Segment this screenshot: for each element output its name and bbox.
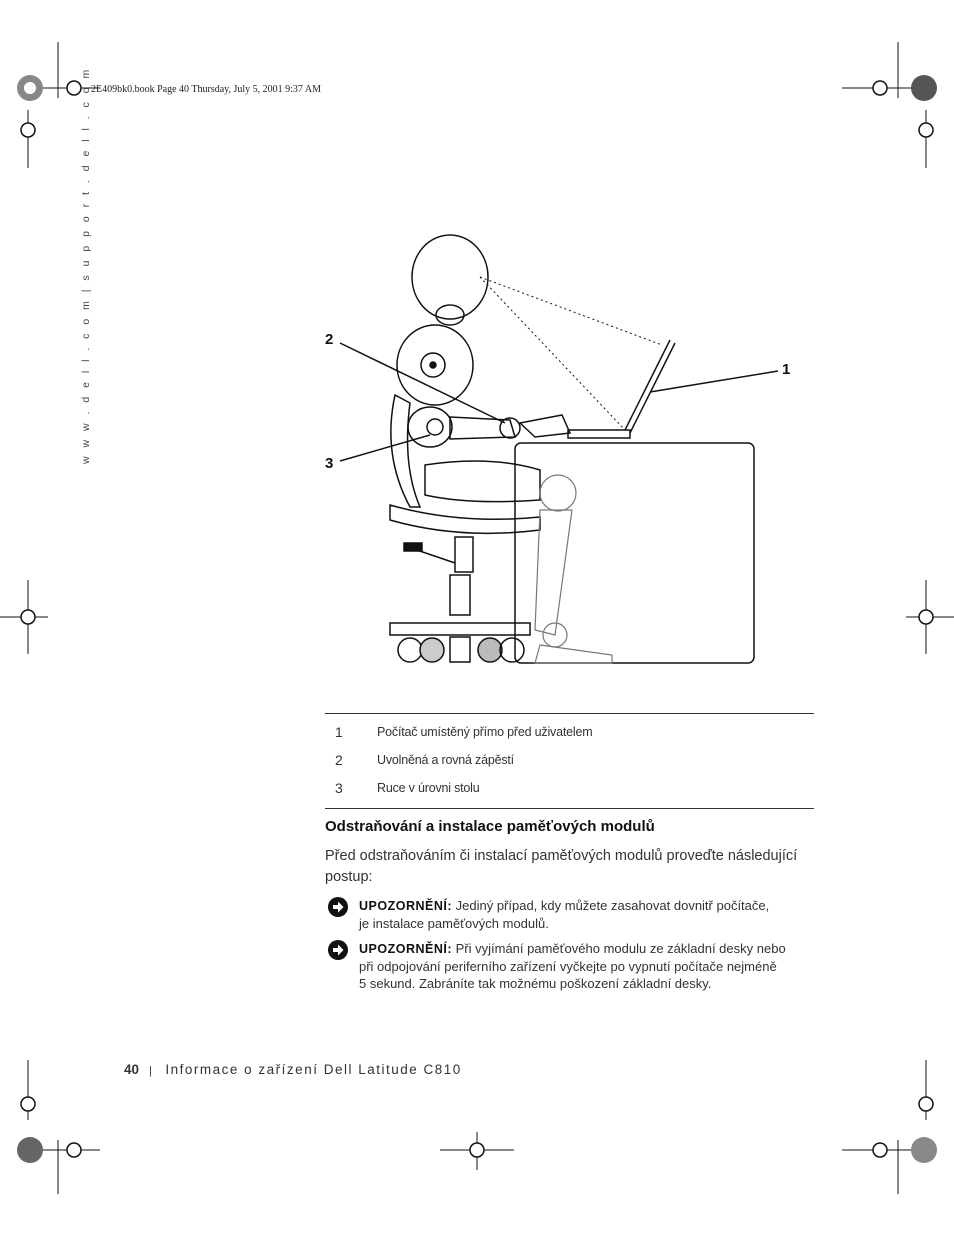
callout-1: 1 [782, 361, 791, 378]
arrow-right-circle-icon [328, 940, 348, 960]
legend-row [325, 774, 814, 802]
notice-line: 5 sekund. Zabráníte tak možnému poškození základní desky. [359, 976, 712, 991]
ergonomic-posture-figure [300, 225, 800, 675]
notice-1 [328, 897, 814, 932]
legend-text: Ruce v úrovni stolu [377, 781, 480, 795]
notice-label: UPOZORNĚNÍ: [359, 942, 452, 956]
side-url: w w w . d e l l . c o m | s u p p o r t . d e l l . c o m [80, 66, 92, 464]
legend-text: Uvolněná a rovná zápěstí [377, 753, 514, 767]
notice-line: při odpojování periferního zařízení vyčkejte po vypnutí počítače nejméně [359, 959, 777, 974]
footer-title: Informace o zařízení Dell Latitude C810 [165, 1062, 462, 1077]
legend-text: Počítač umístěný přímo před uživatelem [377, 725, 593, 739]
legend-row [325, 746, 814, 774]
page-footer [124, 1062, 462, 1077]
section-title: Odstraňování a instalace paměťových modulů [325, 818, 655, 835]
arrow-right-circle-icon [328, 897, 348, 917]
notice-body [359, 897, 814, 932]
notice-label: UPOZORNĚNÍ: [359, 899, 452, 913]
notice-line: je instalace paměťových modulů. [359, 916, 549, 931]
intro-paragraph: Před odstraňováním či instalací paměťových modulů proveďte následující postup: [325, 848, 798, 885]
callout-3: 3 [325, 455, 334, 472]
legend-number: 2 [335, 752, 343, 768]
callout-2: 2 [325, 331, 334, 348]
figure-legend-table [325, 713, 814, 809]
page-number: 40 [124, 1062, 140, 1077]
notice-line: Jediný případ, kdy můžete zasahovat dovnitř počítače, [455, 898, 770, 913]
legend-row [325, 718, 814, 746]
notice-body [359, 940, 814, 992]
notice-2 [328, 940, 814, 992]
notice-line: Při vyjímání paměťového modulu ze základní desky nebo [455, 941, 786, 956]
legend-number: 3 [335, 780, 343, 796]
legend-number: 1 [335, 724, 343, 740]
print-header: 2E409bk0.book Page 40 Thursday, July 5, 2001 9:37 AM [91, 84, 321, 95]
footer-separator: | [149, 1065, 154, 1077]
